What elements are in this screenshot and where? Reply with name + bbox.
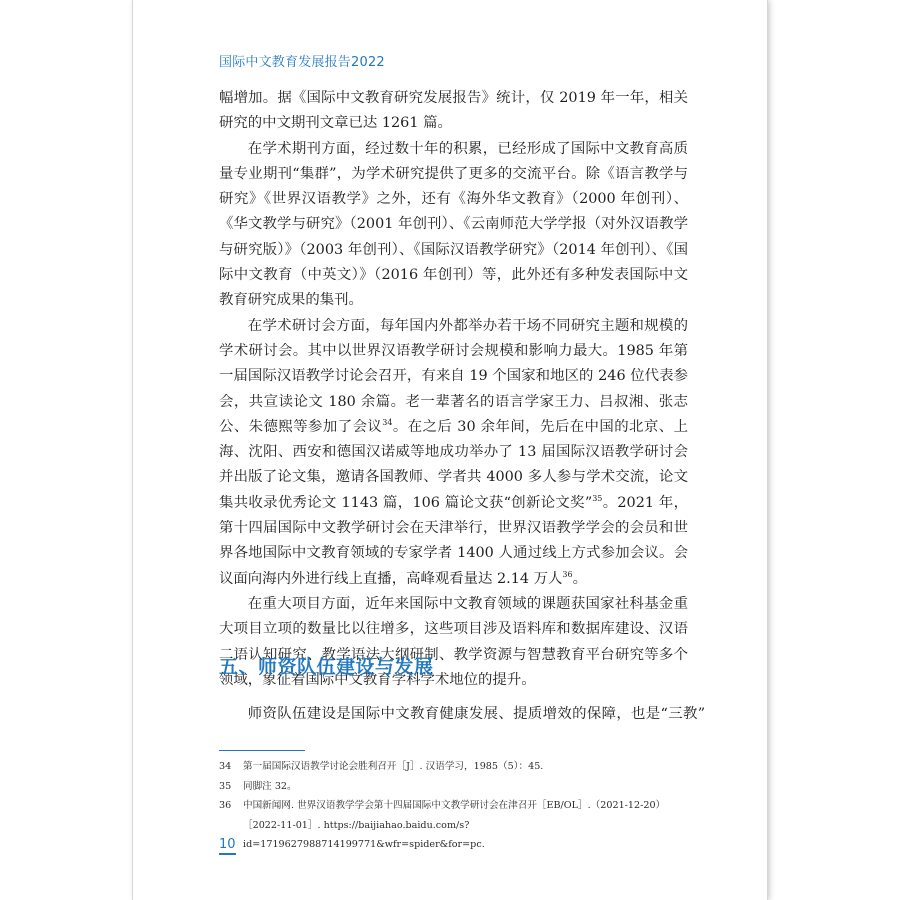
paragraph-conferences-part-3: 。2021 年，第十四届国际中文教学研讨会在天津举行，世界汉语教学学会的会员和世界各地国际中文教育领域的专家学者 1400 人通过线上方式参加会议。会议面向海内外进行线上直播，高峰观看量达 2.14 万人 bbox=[219, 494, 689, 587]
paragraph-major-projects: 在重大项目方面，近年来国际中文教育领域的课题获国家社科基金重大项目立项的数量比以往增多，这些项目涉及语料库和数据库建设、汉语二语认知研究、教学语法大纲研制、教学资源与智慧教育平台研究等多个领域，象征着国际中文教育学科学术地位的提升。 bbox=[219, 595, 688, 688]
footnote-text: 第一届国际汉语教学讨论会胜利召开［J］. 汉语学习，1985（5）：45. bbox=[243, 761, 544, 772]
footnote-34 bbox=[219, 757, 694, 777]
paragraph-conferences-part-4: 。 bbox=[572, 570, 587, 587]
section-first-line: 师资队伍建设是国际中文教育健康发展、提质增效的保障，也是“三教” bbox=[247, 706, 706, 722]
footnote-ref-36[interactable]: 36 bbox=[562, 569, 573, 579]
page-number: 10 bbox=[219, 838, 236, 855]
paragraph-continuation: 幅增加。据《国际中文教育研究发展报告》统计，仅 2019 年一年，相关研究的中文期刊文章已达 1261 篇。 bbox=[219, 90, 688, 132]
document-page bbox=[133, 0, 767, 900]
footnote-number: 35 bbox=[219, 780, 232, 792]
footnote-ref-35[interactable]: 35 bbox=[592, 493, 603, 503]
running-header: 国际中文教育发展报告2022 bbox=[219, 55, 385, 70]
paragraph-conferences bbox=[219, 314, 688, 592]
footnotes bbox=[219, 757, 694, 855]
section-heading: 五、师资队伍建设与发展 bbox=[219, 656, 434, 678]
footnote-text: 中国新闻网. 世界汉语教学学会第十四届国际中文教学研讨会在津召开［EB/OL］.（2021-12-20）［2022-11-01］. https://baijiahao.baidu.com/s?id=1719627988714199771&wfr=spider&for=pc. bbox=[243, 800, 666, 850]
footnote-number: 34 bbox=[219, 761, 232, 772]
footnote-36 bbox=[219, 796, 694, 855]
footnote-35 bbox=[219, 777, 694, 797]
footnote-divider bbox=[219, 750, 305, 751]
footnote-text: 同脚注 32。 bbox=[243, 780, 297, 792]
paragraph-conferences-part-1: 在学术研讨会方面，每年国内外都举办若干场不同研究主题和规模的学术研讨会。其中以世界汉语教学研讨会规模和影响力最大。1985 年第一届国际汉语教学讨论会召开，有来自 19 个国家和地区的 246 位代表参会，共宣读论文 180 余篇。老一辈著名的语言学家王力、吕叔湘、张志公、朱德熙等参加了会议 bbox=[219, 317, 688, 435]
paragraph-conferences-part-2: 。在之后 30 余年间，先后在中国的北京、上海、沈阳、西安和德国汉诺威等地成功举办了 13 届国际汉语教学研讨会并出版了论文集，邀请各国教师、学者共 4000 多人参与学术交流，论文集共收录优秀论文 1143 篇，106 篇论文获“创新论文奖” bbox=[219, 418, 688, 511]
footnote-ref-34[interactable]: 34 bbox=[382, 417, 393, 427]
footnote-number: 36 bbox=[219, 800, 232, 811]
body-text bbox=[219, 86, 688, 693]
paragraph-journals: 在学术期刊方面，经过数十年的积累，已经形成了国际中文教育高质量专业期刊“集群”，为学术研究提供了更多的交流平台。除《语言教学与研究》《世界汉语教学》之外，还有《海外华文教育》（2000 年创刊）、《华文教学与研究》（2001 年创刊）、《云南师范大学学报（对外汉语教学与研究版）》（2003 年创刊）、《国际汉语教学研究》（2014 年创刊）、《国际中文教育（中英文）》（2016 年创刊）等，此外还有多种发表国际中文教育研究成果的集刊。 bbox=[219, 140, 688, 309]
